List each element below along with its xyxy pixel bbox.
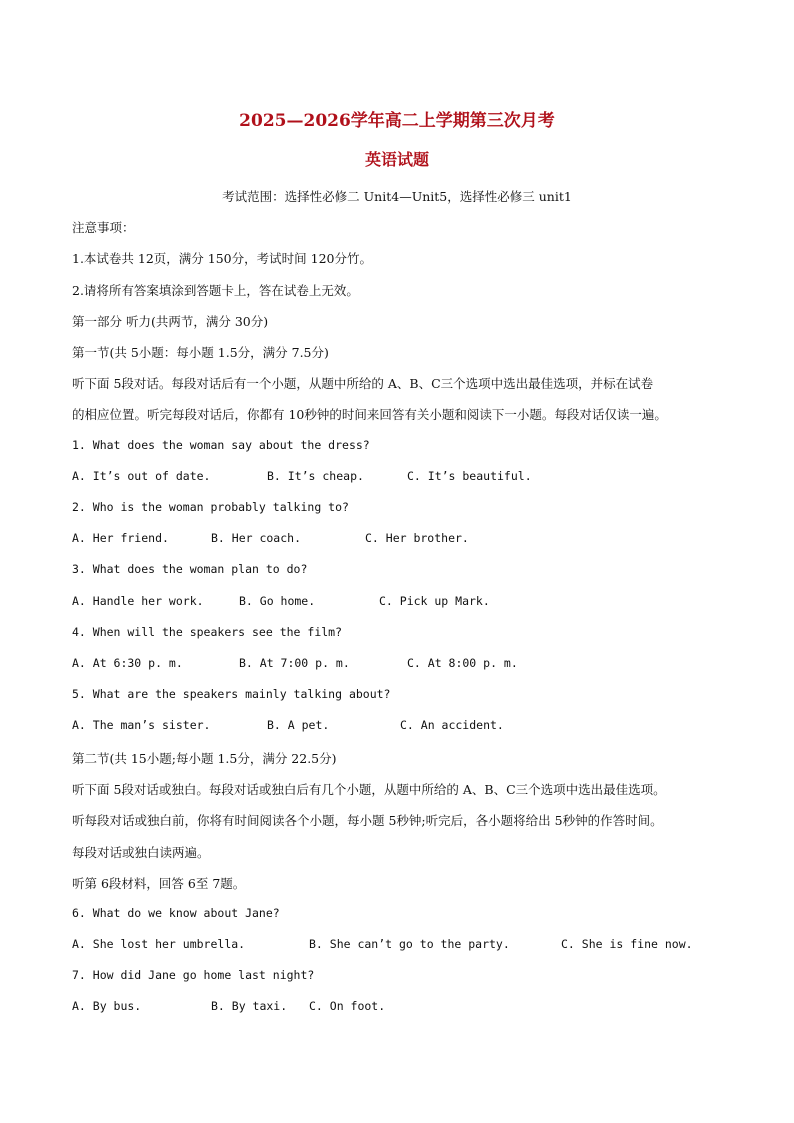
option-a: A. It’s out of date. [72, 469, 211, 483]
option-c: C. An accident. [400, 718, 504, 732]
exam-title: 2025—2026学年高二上学期第三次月考 [239, 111, 555, 131]
option-b: B. At 7:00 p. m. [239, 656, 350, 670]
question-1: 1. What does the woman say about the dress? [72, 438, 370, 452]
section2-instruction-3: 每段对话或独白读两遍。 [72, 845, 210, 860]
question-5: 5. What are the speakers mainly talking about? [72, 687, 391, 701]
option-b: B. A pet. [267, 718, 330, 732]
exam-scope: 考试范围：选择性必修二 Unit4—Unit5，选择性必修三 unit1 [222, 189, 572, 204]
option-c: C. Her brother. [365, 531, 469, 545]
section2-heading: 第二节(共 15小题;每小题 1.5分，满分 22.5分) [72, 751, 337, 766]
option-c: C. On foot. [309, 999, 386, 1013]
question-2: 2. Who is the woman probably talking to? [72, 500, 349, 514]
section2-instruction-1: 听下面 5段对话或独白。每段对话或独白后有几个小题，从题中所给的 A、B、C三个选项中选出最佳选项。 [72, 782, 666, 797]
question-3: 3. What does the woman plan to do? [72, 562, 308, 576]
option-a: A. By bus. [72, 999, 142, 1013]
option-a: A. The man’s sister. [72, 718, 211, 732]
notice-heading: 注意事项： [72, 220, 135, 235]
option-c: C. She is fine now. [561, 937, 693, 951]
exam-subtitle: 英语试题 [364, 150, 429, 169]
option-b: B. Her coach. [211, 531, 302, 545]
section2-instruction-2: 听每段对话或独白前，你将有时间阅读各个小题，每小题 5秒钟;听完后，各小题将给出 5秒钟的作答时间。 [72, 813, 663, 828]
option-b: B. She can’t go to the party. [309, 937, 510, 951]
question-6: 6. What do we know about Jane? [72, 906, 280, 920]
option-a: A. Handle her work. [72, 594, 204, 608]
part1-heading: 第一部分 听力(共两节，满分 30分) [72, 314, 269, 329]
question-4: 4. When will the speakers see the film? [72, 625, 343, 639]
notice-1: 1.本试卷共 12页，满分 150分，考试时间 120分竹。 [72, 251, 372, 266]
option-b: B. It’s cheap. [267, 469, 364, 483]
option-c: C. Pick up Mark. [379, 594, 490, 608]
option-c: C. It’s beautiful. [407, 469, 532, 483]
option-a: A. She lost her umbrella. [72, 937, 246, 951]
option-b: B. By taxi. [211, 999, 288, 1013]
section1-heading: 第一节(共 5小题：每小题 1.5分，满分 7.5分) [72, 345, 329, 360]
material-6-heading: 听第 6段材料，回答 6至 7题。 [72, 876, 246, 891]
notice-2: 2.请将所有答案填涂到答题卡上，答在试卷上无效。 [72, 283, 359, 298]
section1-instruction-1: 听下面 5段对话。每段对话后有一个小题，从题中所给的 A、B、C三个选项中选出最佳选项，并标在试卷 [72, 376, 654, 391]
question-7: 7. How did Jane go home last night? [72, 968, 315, 982]
section1-instruction-2: 的相应位置。听完每段对话后，你都有 10秒钟的时间来回答有关小题和阅读下一小题。每段对话仅读一遍。 [72, 407, 667, 422]
option-c: C. At 8:00 p. m. [407, 656, 518, 670]
option-b: B. Go home. [239, 594, 316, 608]
option-a: A. At 6:30 p. m. [72, 656, 183, 670]
option-a: A. Her friend. [72, 531, 169, 545]
